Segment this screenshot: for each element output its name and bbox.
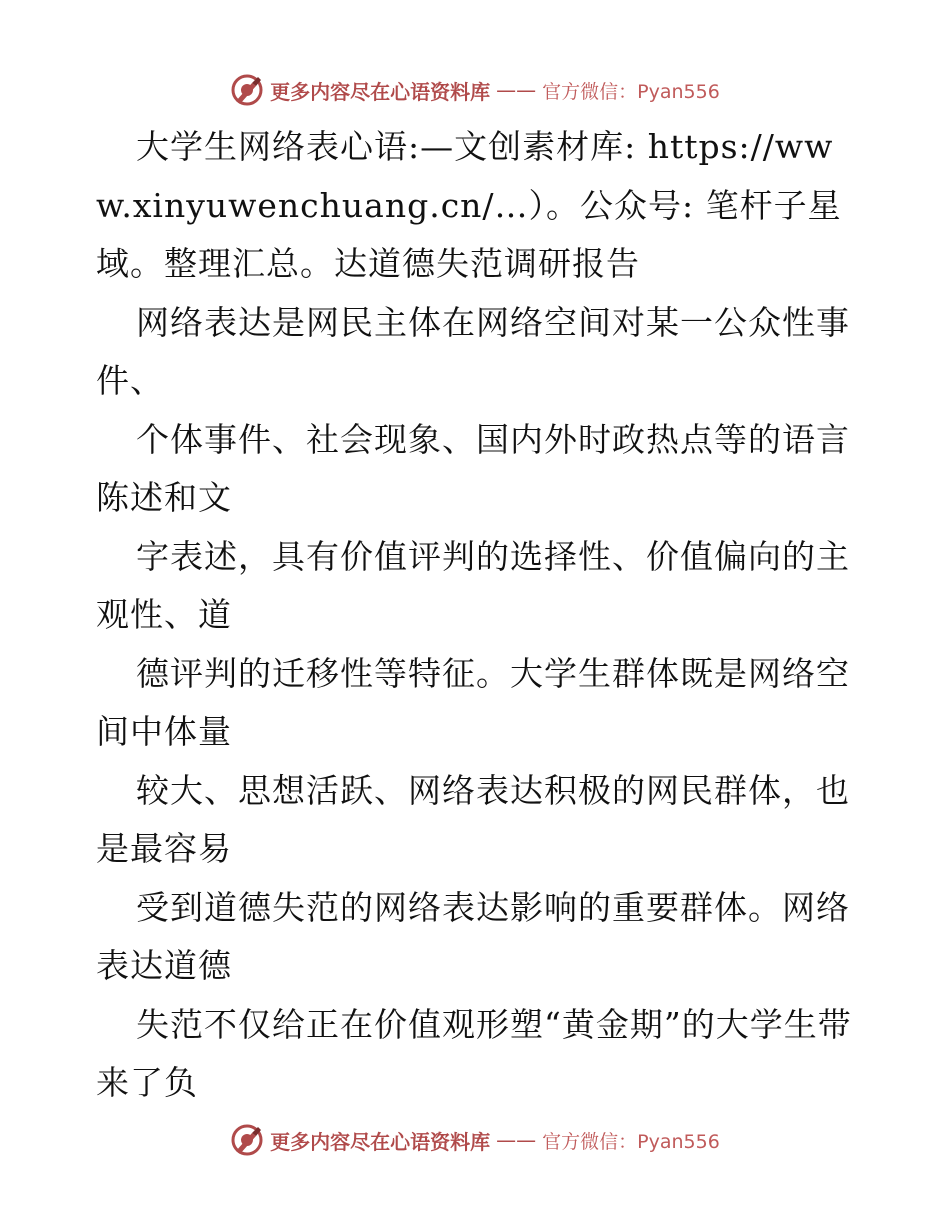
paragraph: 个体事件、社会现象、国内外时政热点等的语言陈述和文 — [96, 419, 850, 517]
paragraph: 受到道德失范的网络表达影响的重要群体。网络表达道德 — [96, 887, 850, 985]
paragraph: 较大、思想活跃、网络表达积极的网民群体，也是最容易 — [96, 770, 850, 868]
banner-wechat: 官方微信：Pyan556 — [542, 1130, 720, 1153]
banner-separator: —— — [496, 1128, 537, 1152]
paragraph: 字表述，具有价值评判的选择性、价值偏向的主观性、道 — [96, 536, 850, 634]
pen-logo-icon — [230, 73, 264, 107]
banner-separator: —— — [496, 78, 537, 102]
paragraph: 网络表达是网民主体在网络空间对某一公众性事件、 — [96, 302, 850, 400]
footer-banner — [0, 1120, 950, 1160]
banner-text: 更多内容尽在心语资料库 — [270, 79, 491, 104]
banner-text: 更多内容尽在心语资料库 — [270, 1129, 491, 1154]
pen-logo-icon — [230, 1123, 264, 1157]
paragraph: 失范不仅给正在价值观形塑“黄金期”的大学生带来了负 — [96, 1004, 852, 1102]
banner-wechat: 官方微信：Pyan556 — [542, 80, 720, 103]
header-banner — [0, 70, 950, 110]
paragraph: 德评判的迁移性等特征。大学生群体既是网络空间中体量 — [96, 653, 850, 751]
document-body — [96, 118, 856, 1113]
paragraph: 大学生网络表心语:—文创素材库: https://www.xinyuwenchuang.cn/…）。公众号: 笔杆子星域。整理汇总。达道德失范调研报告 — [96, 127, 842, 283]
